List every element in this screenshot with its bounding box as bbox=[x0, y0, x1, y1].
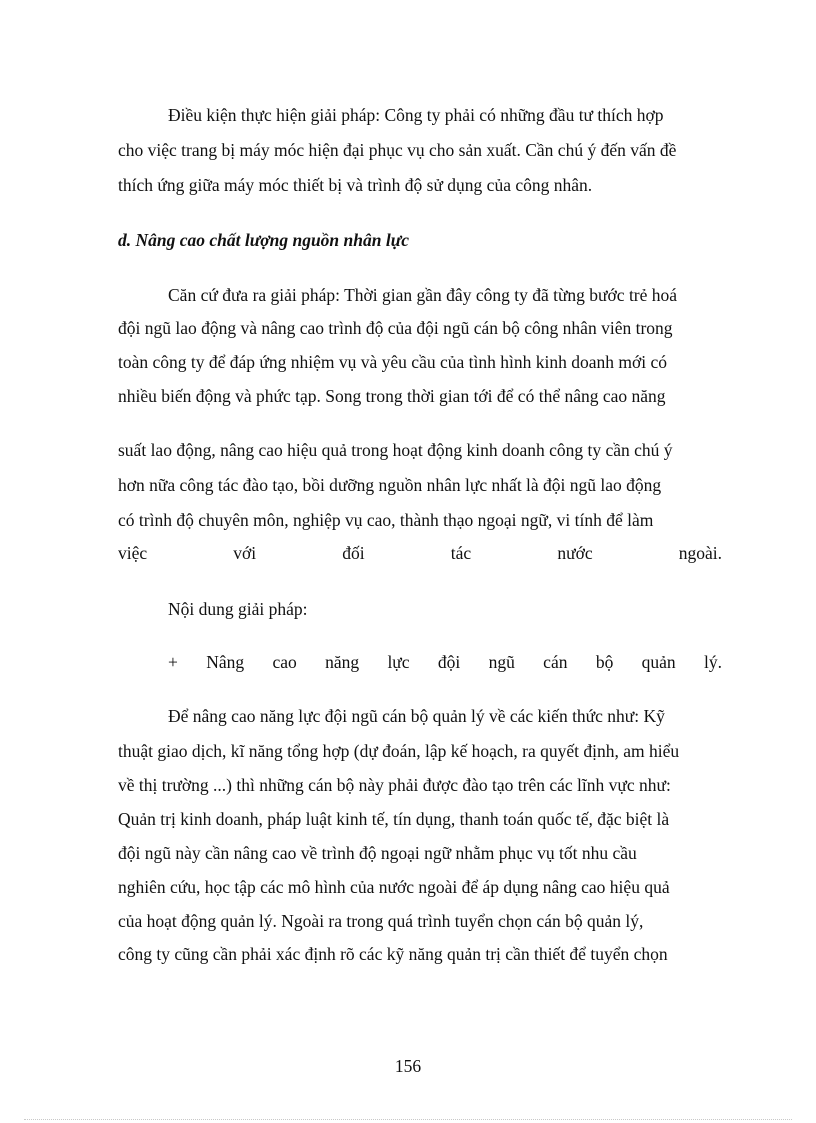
paragraph-3-line-7: của hoạt động quản lý. Ngoài ra trong quá trình tuyển chọn cán bộ quản lý, bbox=[118, 911, 644, 931]
paragraph-2-line-4: nhiều biến động và phức tạp. Song trong thời gian tới để có thể nâng cao năng bbox=[118, 386, 666, 406]
page-number: 156 bbox=[394, 1056, 422, 1076]
paragraph-1-line-1: Điều kiện thực hiện giải pháp: Công ty phải có những đầu tư thích hợp bbox=[168, 105, 664, 125]
paragraph-3-line-6: nghiên cứu, học tập các mô hình của nước ngoài để áp dụng nâng cao hiệu quả bbox=[118, 877, 670, 897]
paragraph-3-line-2: thuật giao dịch, kĩ năng tổng hợp (dự đoán, lập kế hoạch, ra quyết định, am hiểu bbox=[118, 741, 680, 761]
content-label: Nội dung giải pháp: bbox=[168, 599, 308, 619]
paragraph-2-line-5: suất lao động, nâng cao hiệu quả trong hoạt động kinh doanh công ty cần chú ý bbox=[118, 440, 673, 460]
paragraph-2-line-2: đội ngũ lao động và nâng cao trình độ của đội ngũ cán bộ công nhân viên trong bbox=[118, 318, 673, 338]
page-bottom-divider bbox=[24, 1119, 792, 1120]
paragraph-3-line-1: Để nâng cao năng lực đội ngũ cán bộ quản lý về các kiến thức như: Kỹ bbox=[168, 706, 665, 726]
paragraph-2-line-3: toàn công ty để đáp ứng nhiệm vụ và yêu cầu của tình hình kinh doanh mới có bbox=[118, 352, 667, 372]
paragraph-1-line-3: thích ứng giữa máy móc thiết bị và trình độ sử dụng của công nhân. bbox=[118, 175, 593, 195]
paragraph-2-line-7: có trình độ chuyên môn, nghiệp vụ cao, thành thạo ngoại ngữ, vi tính để làm bbox=[118, 510, 654, 530]
paragraph-2-line-1: Căn cứ đưa ra giải pháp: Thời gian gần đây công ty đã từng bước trẻ hoá bbox=[168, 285, 678, 305]
bullet-item: + Nâng cao năng lực đội ngũ cán bộ quản lý. bbox=[168, 652, 722, 672]
section-heading: d. Nâng cao chất lượng nguồn nhân lực bbox=[118, 230, 409, 250]
paragraph-1-line-2: cho việc trang bị máy móc hiện đại phục vụ cho sản xuất. Cần chú ý đến vấn đề bbox=[118, 140, 677, 160]
paragraph-2-line-6: hơn nữa công tác đào tạo, bồi dưỡng nguồn nhân lực nhất là đội ngũ lao động bbox=[118, 475, 662, 495]
paragraph-3-line-8: công ty cũng cần phải xác định rõ các kỹ năng quản trị cần thiết để tuyển chọn bbox=[118, 944, 668, 964]
paragraph-3-line-4: Quản trị kinh doanh, pháp luật kinh tế, tín dụng, thanh toán quốc tế, đặc biệt là bbox=[118, 809, 670, 829]
paragraph-3-line-5: đội ngũ này cần nâng cao về trình độ ngoại ngữ nhằm phục vụ tốt nhu cầu bbox=[118, 843, 637, 863]
paragraph-2-line-8: việc với đối tác nước ngoài. bbox=[118, 543, 722, 563]
paragraph-3-line-3: về thị trường ...) thì những cán bộ này phải được đào tạo trên các lĩnh vực như: bbox=[118, 775, 671, 795]
